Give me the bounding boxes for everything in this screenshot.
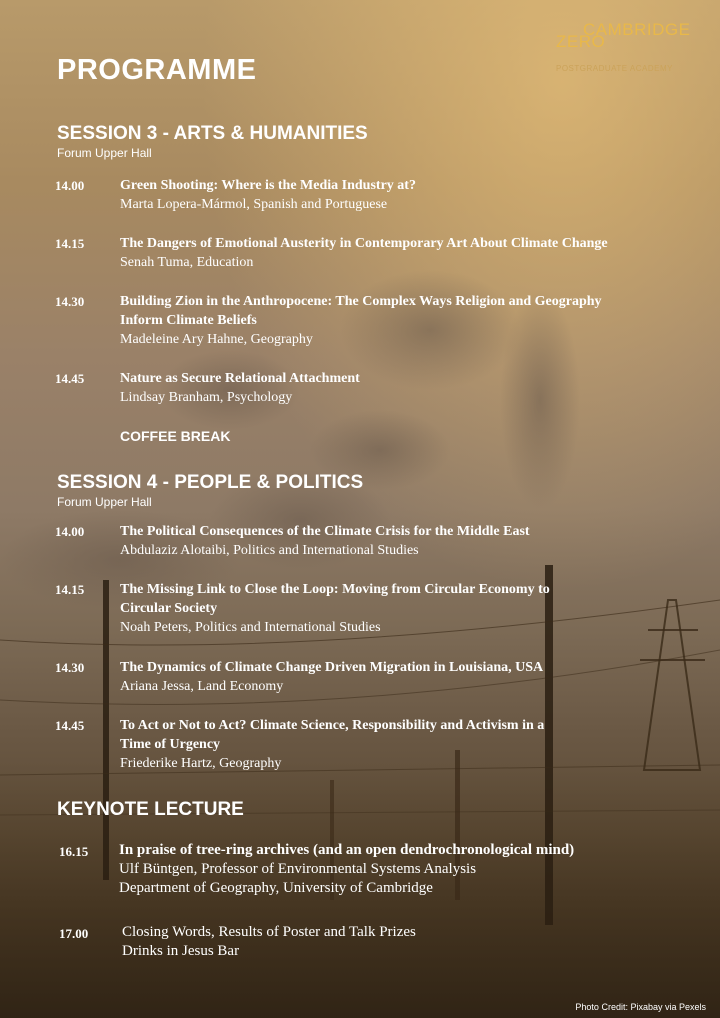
talk-time: 14.30 [55, 660, 85, 675]
talk-speaker: Lindsay Branham, Psychology [120, 390, 293, 405]
talk-time: 14.15 [55, 236, 85, 251]
talk-time: 14.15 [55, 582, 85, 597]
logo-cambridge: CAMBRIDGE [583, 20, 691, 39]
talk-time: 14.00 [55, 524, 85, 539]
photo-credit: Photo Credit: Pixabay via Pexels [575, 1002, 706, 1012]
talk-speaker: Madeleine Ary Hahne, Geography [120, 332, 313, 347]
talk-speaker: Marta Lopera-Mármol, Spanish and Portuguese [120, 197, 388, 212]
keynote-title: In praise of tree-ring archives (and an open dendrochronological mind) [119, 842, 575, 858]
talk-speaker: Senah Tuma, Education [120, 255, 254, 270]
talk-speaker: Abdulaziz Alotaibi, Politics and International Studies [120, 543, 419, 558]
closing-line2: Drinks in Jesus Bar [122, 943, 240, 959]
talk-speaker: Ariana Jessa, Land Economy [120, 679, 284, 694]
talk-title: The Dangers of Emotional Austerity in Contemporary Art About Climate Change [120, 236, 608, 251]
keynote-speaker: Ulf Büntgen, Professor of Environmental Systems Analysis [119, 861, 477, 877]
closing-line1: Closing Words, Results of Poster and Talk Prizes [122, 924, 416, 940]
talk-title-line1: The Missing Link to Close the Loop: Moving from Circular Economy to [120, 582, 550, 597]
page-title: PROGRAMME [57, 54, 257, 86]
session3-venue: Forum Upper Hall [57, 146, 152, 160]
talk-time: 14.30 [55, 294, 85, 309]
talk-title-line1: To Act or Not to Act? Climate Science, Responsibility and Activism in a [120, 718, 545, 733]
talk-time: 14.00 [55, 178, 85, 193]
keynote-affiliation: Department of Geography, University of Cambridge [119, 880, 433, 896]
talk-title-line2: Inform Climate Beliefs [120, 313, 257, 328]
talk-title: The Political Consequences of the Climate Crisis for the Middle East [120, 524, 530, 539]
talk-title-line2: Time of Urgency [120, 737, 221, 752]
talk-speaker: Noah Peters, Politics and International Studies [120, 620, 381, 635]
session4-heading: SESSION 4 - PEOPLE & POLITICS [57, 472, 364, 493]
logo [556, 20, 706, 76]
talk-title-line2: Circular Society [120, 601, 218, 616]
talk-time: 14.45 [55, 371, 85, 386]
coffee-break: COFFEE BREAK [120, 428, 231, 444]
session3-heading: SESSION 3 - ARTS & HUMANITIES [57, 123, 368, 144]
talk-title: The Dynamics of Climate Change Driven Migration in Louisiana, USA [120, 660, 544, 675]
talk-title: Green Shooting: Where is the Media Industry at? [120, 178, 416, 193]
talk-title: Nature as Secure Relational Attachment [120, 371, 360, 386]
closing-time: 17.00 [59, 926, 89, 941]
talk-title-line1: Building Zion in the Anthropocene: The Complex Ways Religion and Geography [120, 294, 602, 309]
logo-subtitle: POSTGRADUATE ACADEMY [556, 64, 673, 73]
keynote-time: 16.15 [59, 844, 89, 859]
logo-zero: ZERO [556, 32, 606, 51]
keynote-heading: KEYNOTE LECTURE [57, 799, 244, 820]
session4-venue: Forum Upper Hall [57, 495, 152, 509]
talk-time: 14.45 [55, 718, 85, 733]
talk-speaker: Friederike Hartz, Geography [120, 756, 282, 771]
